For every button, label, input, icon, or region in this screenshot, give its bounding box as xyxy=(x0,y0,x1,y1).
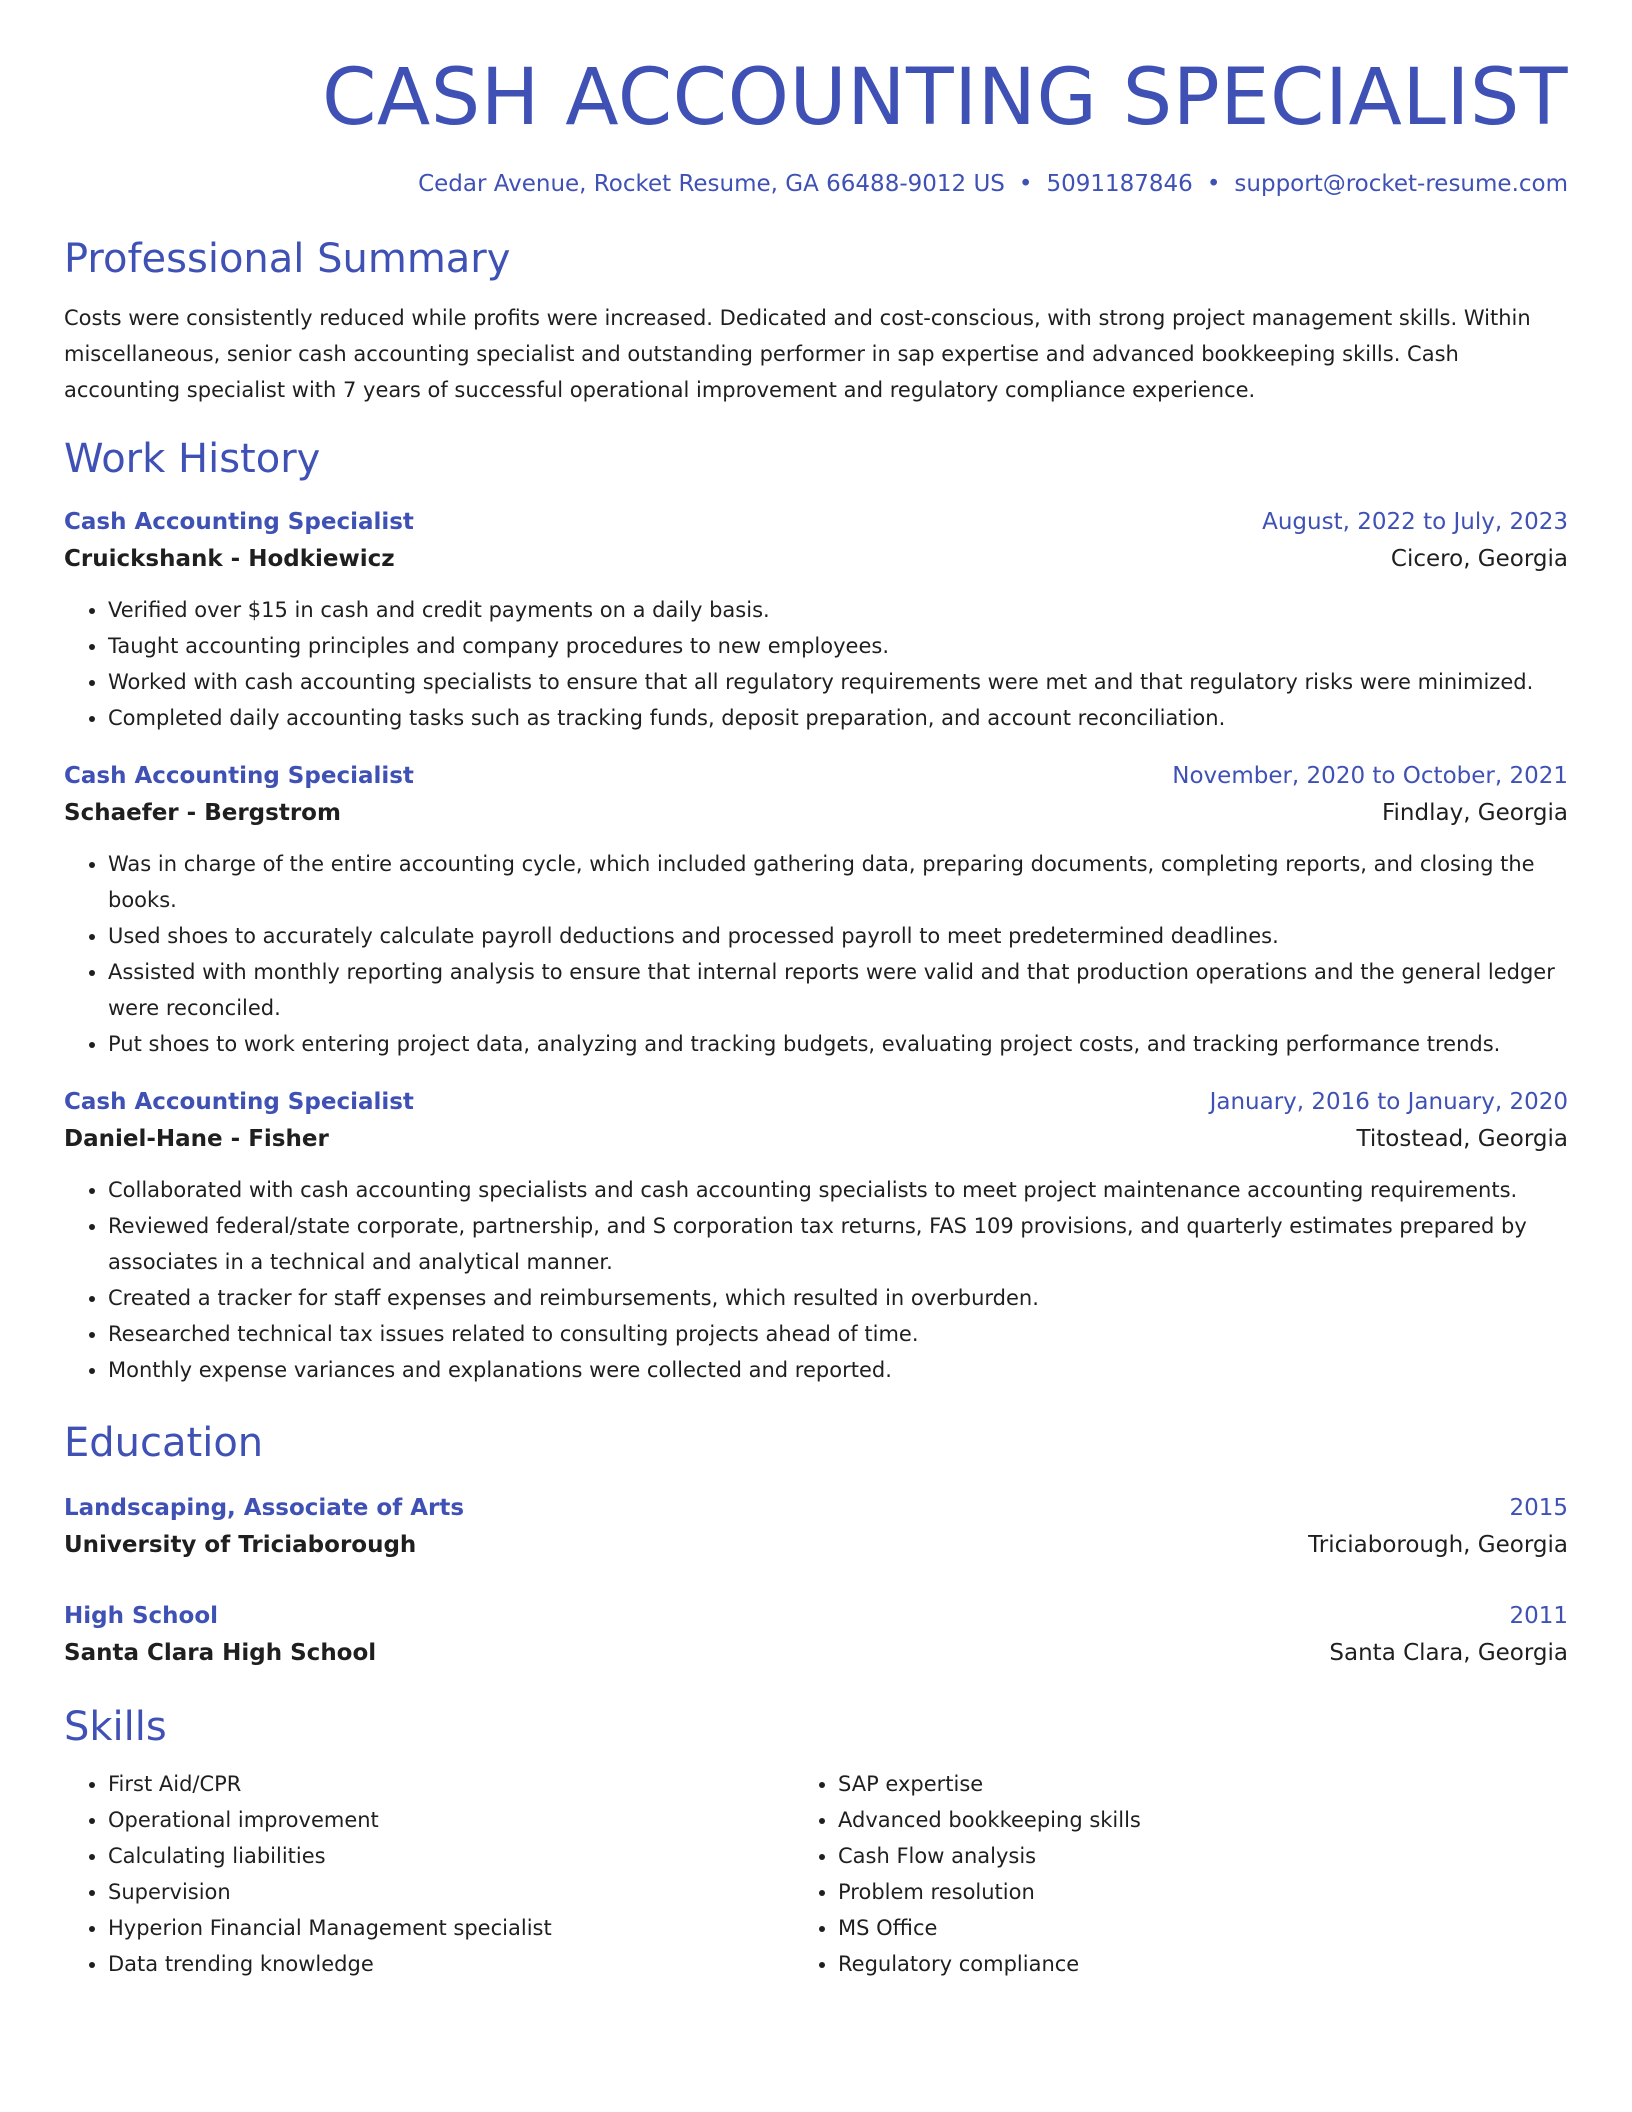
contact-separator: • xyxy=(1206,171,1221,197)
job-company: Daniel-Hane - Fisher xyxy=(64,1126,329,1152)
job-entry xyxy=(64,758,1568,1062)
work-history-heading: Work History xyxy=(64,436,321,482)
contact-address: Cedar Avenue, Rocket Resume, GA 66488-9012 US xyxy=(418,171,1005,197)
job-dates: August, 2022 to July, 2023 xyxy=(1262,509,1568,535)
summary-heading: Professional Summary xyxy=(64,236,511,282)
job-bullet: • Worked with cash accounting specialists to ensure that all regulatory requirements were met and that regulatory risks were minimized. xyxy=(108,664,1568,700)
education-school: University of Triciaborough xyxy=(64,1532,417,1558)
skill-item: • Operational improvement xyxy=(108,1802,798,1838)
skill-item: • Data trending knowledge xyxy=(108,1946,798,1982)
job-location: Findlay, Georgia xyxy=(1381,800,1568,826)
skills-column-left xyxy=(64,1766,798,1982)
education-heading: Education xyxy=(64,1420,264,1466)
job-location: Titostead, Georgia xyxy=(1356,1126,1568,1152)
resume-header xyxy=(64,50,1568,200)
skills-list xyxy=(64,1766,1568,1982)
job-bullet: • Created a tracker for staff expenses and reimbursements, which resulted in overburden. xyxy=(108,1280,1568,1316)
skill-item: • Hyperion Financial Management specialist xyxy=(108,1910,798,1946)
skill-item: • SAP expertise xyxy=(838,1766,1528,1802)
skill-item: • Advanced bookkeeping skills xyxy=(838,1802,1528,1838)
job-entry xyxy=(64,504,1568,736)
job-bullet: • Put shoes to work entering project data, analyzing and tracking budgets, evaluating project costs, and tracking performance trends. xyxy=(108,1026,1568,1062)
work-history-list xyxy=(64,504,1568,1388)
education-list xyxy=(64,1490,1568,1672)
contact-line xyxy=(64,168,1568,200)
education-degree: Landscaping, Associate of Arts xyxy=(64,1495,465,1521)
job-bullets xyxy=(64,1172,1568,1388)
job-company: Schaefer - Bergstrom xyxy=(64,800,341,826)
skill-item: • Calculating liabilities xyxy=(108,1838,798,1874)
job-company: Cruickshank - Hodkiewicz xyxy=(64,546,395,572)
skill-item: • MS Office xyxy=(838,1910,1528,1946)
skill-item: • Problem resolution xyxy=(838,1874,1528,1910)
contact-email: support@rocket-resume.com xyxy=(1234,171,1568,197)
job-title: Cash Accounting Specialist xyxy=(64,1089,414,1115)
candidate-name: CASH ACCOUNTING SPECIALIST xyxy=(321,53,1568,143)
education-year: 2015 xyxy=(1509,1495,1568,1521)
education-degree: High School xyxy=(64,1603,219,1629)
contact-separator: • xyxy=(1018,171,1033,197)
education-entry xyxy=(64,1598,1568,1672)
job-bullet: • Assisted with monthly reporting analysis to ensure that internal reports were valid and that production operations and the general ledger were reconciled. xyxy=(108,954,1568,1026)
skill-item: • First Aid/CPR xyxy=(108,1766,798,1802)
job-location: Cicero, Georgia xyxy=(1390,546,1568,572)
job-dates: November, 2020 to October, 2021 xyxy=(1172,763,1568,789)
job-entry xyxy=(64,1084,1568,1388)
job-bullet: • Researched technical tax issues related to consulting projects ahead of time. xyxy=(108,1316,1568,1352)
summary-text: Costs were consistently reduced while profits were increased. Dedicated and cost-conscious, with strong project management skills. Within miscellaneous, senior cash accounting specialist and outstanding performer in sap expertise and advanced bookkeeping skills. Cash accounting specialist with 7 years of successful operational improvement and regulatory compliance experience. xyxy=(64,306,1531,402)
job-bullet: • Was in charge of the entire accounting cycle, which included gathering data, preparing documents, completing reports, and closing the books. xyxy=(108,846,1568,918)
job-bullet: • Completed daily accounting tasks such as tracking funds, deposit preparation, and account reconciliation. xyxy=(108,700,1568,736)
job-dates: January, 2016 to January, 2020 xyxy=(1209,1089,1568,1115)
job-bullets xyxy=(64,592,1568,736)
job-title: Cash Accounting Specialist xyxy=(64,509,414,535)
job-bullet: • Taught accounting principles and company procedures to new employees. xyxy=(108,628,1568,664)
education-school: Santa Clara High School xyxy=(64,1640,377,1666)
skills-column-right xyxy=(798,1766,1528,1982)
job-bullet: • Used shoes to accurately calculate payroll deductions and processed payroll to meet predetermined deadlines. xyxy=(108,918,1568,954)
job-bullets xyxy=(64,846,1568,1062)
education-year: 2011 xyxy=(1509,1603,1568,1629)
skill-item: • Cash Flow analysis xyxy=(838,1838,1528,1874)
job-bullet: • Verified over $15 in cash and credit payments on a daily basis. xyxy=(108,592,1568,628)
job-title: Cash Accounting Specialist xyxy=(64,763,414,789)
education-location: Santa Clara, Georgia xyxy=(1329,1640,1568,1666)
skill-item: • Regulatory compliance xyxy=(838,1946,1528,1982)
job-bullet: • Reviewed federal/state corporate, partnership, and S corporation tax returns, FAS 109 provisions, and quarterly estimates prepared by associates in a technical and analytical manner. xyxy=(108,1208,1568,1280)
skills-heading: Skills xyxy=(64,1704,167,1750)
skill-item: • Supervision xyxy=(108,1874,798,1910)
contact-phone: 5091187846 xyxy=(1046,171,1193,197)
job-bullet: • Monthly expense variances and explanations were collected and reported. xyxy=(108,1352,1568,1388)
education-location: Triciaborough, Georgia xyxy=(1308,1532,1568,1558)
job-bullet: • Collaborated with cash accounting specialists and cash accounting specialists to meet project maintenance accounting requirements. xyxy=(108,1172,1568,1208)
education-entry xyxy=(64,1490,1568,1564)
